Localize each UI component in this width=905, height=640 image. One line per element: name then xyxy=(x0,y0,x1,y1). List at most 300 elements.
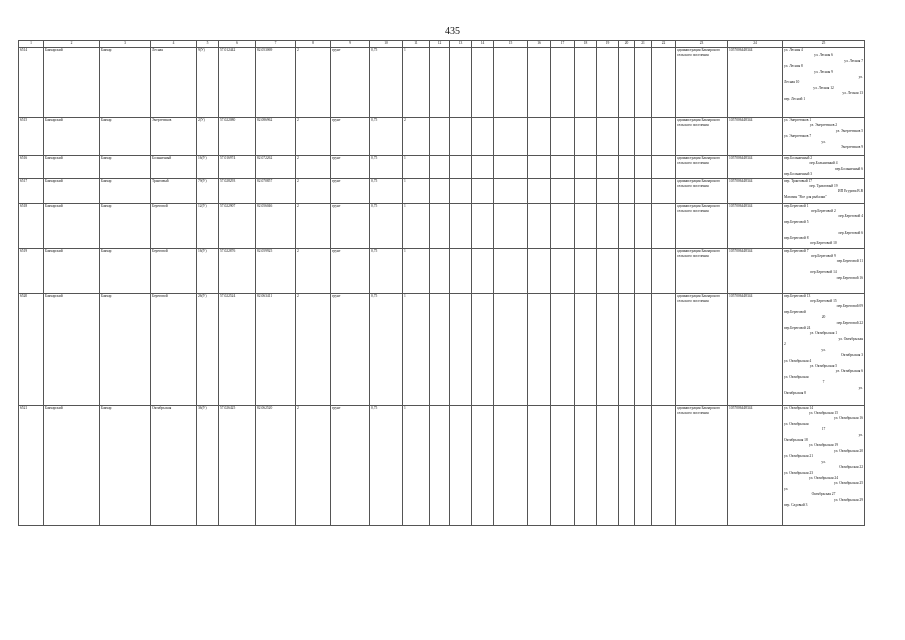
column-header-14: 14 xyxy=(472,41,494,48)
address-line: пер.Береговой 7 xyxy=(784,248,809,253)
cell-col-23: администрация Бакчарского сельского поселения xyxy=(676,156,728,179)
cell-col-15 xyxy=(494,405,528,525)
cell-col-22 xyxy=(652,405,676,525)
address-line: Октябрьская 18 xyxy=(784,438,808,443)
address-line: пер.Береговой 22 xyxy=(836,320,863,325)
cell-col-7: 82.059925 xyxy=(256,248,296,293)
cell-col-10: 0,75 xyxy=(370,405,403,525)
cell-col-3: Бакчар xyxy=(100,293,151,405)
cell-col-22 xyxy=(652,178,676,203)
cell-col-1: 6517 xyxy=(19,178,44,203)
column-header-24: 24 xyxy=(728,41,783,48)
cell-col-20 xyxy=(619,118,635,156)
cell-col-14 xyxy=(472,48,494,118)
cell-col-11: 1 xyxy=(403,405,430,525)
column-header-16: 16 xyxy=(528,41,551,48)
cell-col-7: 82.062520 xyxy=(256,405,296,525)
address-line: 2 xyxy=(784,342,786,347)
column-header-10: 10 xyxy=(370,41,403,48)
cell-col-2: Бакчарский xyxy=(44,156,100,179)
cell-col-12 xyxy=(430,48,450,118)
cell-col-19 xyxy=(597,405,619,525)
cell-col-13 xyxy=(450,248,472,293)
cell-col-18 xyxy=(575,293,597,405)
cell-col-8: 2 xyxy=(296,48,331,118)
address-line: ул. Лесная 6 xyxy=(814,53,833,58)
served-addresses xyxy=(783,156,865,179)
cell-col-7: 82.063411 xyxy=(256,293,296,405)
address-line: ул. Октябрьская 25 xyxy=(834,481,863,486)
cell-col-16 xyxy=(528,405,551,525)
cell-col-17 xyxy=(551,48,575,118)
cell-col-4: Береговой xyxy=(151,293,197,405)
address-line: пер. Трактовый 17 xyxy=(784,178,813,183)
address-line: ул. xyxy=(858,432,863,437)
cell-col-21 xyxy=(635,118,652,156)
column-header-17: 17 xyxy=(551,41,575,48)
cell-col-11: 1 xyxy=(403,293,430,405)
address-line: ул. Октябрьская 20 xyxy=(834,448,863,453)
address-line: ул. Октябрьская 19 xyxy=(809,443,838,448)
cell-col-1: 6520 xyxy=(19,293,44,405)
address-line: ИП Егурова В.В xyxy=(838,189,863,194)
served-addresses xyxy=(783,203,865,248)
cell-col-9: грунт xyxy=(331,405,370,525)
cell-col-17 xyxy=(551,203,575,248)
address-line: ул. Лесная 13 xyxy=(842,91,863,96)
cell-col-23: администрация Бакчарского сельского поселения xyxy=(676,118,728,156)
cell-col-18 xyxy=(575,48,597,118)
column-header-11: 11 xyxy=(403,41,430,48)
cell-col-22 xyxy=(652,156,676,179)
cell-col-17 xyxy=(551,178,575,203)
address-line: пер.Береговой 24 xyxy=(784,326,811,331)
address-line: Октябрьская 8 xyxy=(784,390,806,395)
cell-col-5: 36(У) xyxy=(197,405,219,525)
cell-col-22 xyxy=(652,118,676,156)
cell-col-8: 2 xyxy=(296,156,331,179)
address-line: пер.Береговой 1 xyxy=(784,203,809,208)
address-line: пер. Лесной 1 xyxy=(784,96,806,101)
cell-col-5: 2(У) xyxy=(197,118,219,156)
cell-col-24: 1057006448344 xyxy=(728,203,783,248)
cell-col-2: Бакчарский xyxy=(44,118,100,156)
column-header-23: 23 xyxy=(676,41,728,48)
cell-col-10: 0,75 xyxy=(370,178,403,203)
column-header-21: 21 xyxy=(635,41,652,48)
address-line: ул. xyxy=(821,459,826,464)
address-line: пер.Больничный 3 xyxy=(784,172,813,177)
cell-col-24: 1057006448344 xyxy=(728,405,783,525)
address-line: пер.Береговой 8 xyxy=(784,236,809,241)
cell-col-17 xyxy=(551,293,575,405)
cell-col-12 xyxy=(430,118,450,156)
cell-col-4: Трактовый xyxy=(151,178,197,203)
registry-table xyxy=(18,40,865,526)
cell-col-18 xyxy=(575,203,597,248)
cell-col-21 xyxy=(635,293,652,405)
cell-col-3: Бакчар xyxy=(100,248,151,293)
cell-col-8: 2 xyxy=(296,178,331,203)
table-row xyxy=(19,293,865,405)
cell-col-22 xyxy=(652,48,676,118)
cell-col-1: 6516 xyxy=(19,156,44,179)
cell-col-2: Бакчарский xyxy=(44,203,100,248)
cell-col-19 xyxy=(597,156,619,179)
address-line: ул. Октябрьская 4 xyxy=(784,358,812,363)
cell-col-9: грунт xyxy=(331,203,370,248)
cell-col-11: 1 xyxy=(403,178,430,203)
cell-col-15 xyxy=(494,248,528,293)
cell-col-1: 6519 xyxy=(19,248,44,293)
address-line: ул. Лесная 8 xyxy=(784,64,803,69)
header-row xyxy=(19,41,865,48)
cell-col-7: 82.070857 xyxy=(256,178,296,203)
address-line: Октябрьская 22 xyxy=(839,465,863,470)
cell-col-23: администрация Бакчарского сельского поселения xyxy=(676,293,728,405)
table-row xyxy=(19,118,865,156)
cell-col-22 xyxy=(652,248,676,293)
cell-col-21 xyxy=(635,178,652,203)
address-line: пер. Садовый 3 xyxy=(784,502,808,507)
address-line: ул. Лесная 12 xyxy=(813,85,834,90)
cell-col-6: 57.022907 xyxy=(219,203,256,248)
cell-col-22 xyxy=(652,293,676,405)
cell-col-19 xyxy=(597,48,619,118)
cell-col-7: 82.072262 xyxy=(256,156,296,179)
served-addresses xyxy=(783,248,865,293)
cell-col-20 xyxy=(619,248,635,293)
cell-col-24: 1057006448344 xyxy=(728,118,783,156)
cell-col-1: 6514 xyxy=(19,48,44,118)
cell-col-10: 0,75 xyxy=(370,156,403,179)
cell-col-1: 6515 xyxy=(19,118,44,156)
column-header-25: 25 xyxy=(783,41,865,48)
cell-col-11: 1 xyxy=(403,156,430,179)
cell-col-5: 12(У) xyxy=(197,203,219,248)
cell-col-18 xyxy=(575,178,597,203)
cell-col-24: 1057006448344 xyxy=(728,48,783,118)
cell-col-1: 6518 xyxy=(19,203,44,248)
address-line: ул. xyxy=(821,347,826,352)
column-header-12: 12 xyxy=(430,41,450,48)
column-header-20: 20 xyxy=(619,41,635,48)
cell-col-6: 57.028293 xyxy=(219,178,256,203)
cell-col-5: 16(У) xyxy=(197,156,219,179)
cell-col-10: 0,75 xyxy=(370,293,403,405)
cell-col-3: Бакчар xyxy=(100,118,151,156)
cell-col-6: 57.022524 xyxy=(219,293,256,405)
column-header-19: 19 xyxy=(597,41,619,48)
address-line: ул. Энергетиков 5 xyxy=(835,128,863,133)
cell-col-8: 2 xyxy=(296,248,331,293)
address-line: пер.Больничный 2 xyxy=(784,156,813,160)
cell-col-21 xyxy=(635,156,652,179)
served-addresses xyxy=(783,178,865,203)
cell-col-2: Бакчарский xyxy=(44,48,100,118)
cell-col-14 xyxy=(472,248,494,293)
address-line: ул. Октябрьская xyxy=(784,421,809,426)
cell-col-19 xyxy=(597,178,619,203)
cell-col-4: Лесная xyxy=(151,48,197,118)
cell-col-7: 82.086962 xyxy=(256,118,296,156)
cell-col-11: 1 xyxy=(403,248,430,293)
cell-col-13 xyxy=(450,178,472,203)
column-header-1: 1 xyxy=(19,41,44,48)
address-line: Энергетиков 9 xyxy=(841,145,863,150)
cell-col-6: 57.022876 xyxy=(219,248,256,293)
cell-col-6: 57.012442 xyxy=(219,48,256,118)
cell-col-4: Береговой xyxy=(151,203,197,248)
cell-col-13 xyxy=(450,203,472,248)
cell-col-1: 6521 xyxy=(19,405,44,525)
address-line: ул. Энергетиков 1 xyxy=(784,118,812,122)
address-line: Октябрьская 3 xyxy=(841,353,863,358)
address-line: ул. Октябрьская 15 xyxy=(809,411,838,416)
table-row xyxy=(19,178,865,203)
cell-col-16 xyxy=(528,178,551,203)
column-header-18: 18 xyxy=(575,41,597,48)
cell-col-15 xyxy=(494,203,528,248)
cell-col-23: администрация Бакчарского сельского поселения xyxy=(676,248,728,293)
address-line: ул. xyxy=(784,486,789,491)
served-addresses xyxy=(783,405,865,525)
address-line: пер.Береговой 09 xyxy=(836,304,863,309)
address-line: пер.Береговой 10 xyxy=(810,241,837,246)
cell-col-11: 1 xyxy=(403,203,430,248)
cell-col-19 xyxy=(597,293,619,405)
cell-col-18 xyxy=(575,156,597,179)
cell-col-8: 2 xyxy=(296,293,331,405)
address-line: пер.Береговой 13 xyxy=(784,293,811,298)
cell-col-24: 1057006448344 xyxy=(728,178,783,203)
column-header-2: 2 xyxy=(44,41,100,48)
address-line: пер.Береговой 15 xyxy=(810,299,837,304)
cell-col-24: 1057006448344 xyxy=(728,156,783,179)
cell-col-6: 57.022080 xyxy=(219,118,256,156)
cell-col-18 xyxy=(575,405,597,525)
cell-col-15 xyxy=(494,156,528,179)
served-addresses xyxy=(783,48,865,118)
cell-col-11: 1 xyxy=(403,48,430,118)
cell-col-15 xyxy=(494,118,528,156)
column-header-8: 8 xyxy=(296,41,331,48)
cell-col-9: грунт xyxy=(331,118,370,156)
cell-col-13 xyxy=(450,293,472,405)
cell-col-21 xyxy=(635,203,652,248)
cell-col-13 xyxy=(450,405,472,525)
cell-col-7: 82.056046 xyxy=(256,203,296,248)
cell-col-4: Октябрьская xyxy=(151,405,197,525)
address-line: пер.Береговой 5 xyxy=(784,219,809,224)
page-number: 435 xyxy=(445,26,460,37)
address-line: ул. xyxy=(858,385,863,390)
cell-col-18 xyxy=(575,118,597,156)
cell-col-20 xyxy=(619,156,635,179)
cell-col-9: грунт xyxy=(331,156,370,179)
cell-col-24: 1057006448344 xyxy=(728,293,783,405)
cell-col-2: Бакчарский xyxy=(44,248,100,293)
address-line: пер.Береговой 11 xyxy=(836,259,863,264)
address-line: ул. Октябрьская 16 xyxy=(834,416,863,421)
cell-col-23: администрация Бакчарского сельского поселения xyxy=(676,178,728,203)
address-line: пер.Больничный 4 xyxy=(809,161,838,166)
table-row xyxy=(19,156,865,179)
cell-col-17 xyxy=(551,156,575,179)
column-header-7: 7 xyxy=(256,41,296,48)
cell-col-8: 2 xyxy=(296,118,331,156)
cell-col-14 xyxy=(472,156,494,179)
address-line: ул. Лесная 4 xyxy=(784,48,803,52)
address-line: пер.Береговой 2 xyxy=(811,209,836,214)
served-addresses xyxy=(783,118,865,156)
cell-col-15 xyxy=(494,48,528,118)
cell-col-17 xyxy=(551,248,575,293)
cell-col-19 xyxy=(597,118,619,156)
address-line: ул. Октябрьская 29 xyxy=(834,497,863,502)
cell-col-2: Бакчарский xyxy=(44,178,100,203)
cell-col-3: Бакчар xyxy=(100,178,151,203)
address-line: ул. xyxy=(858,75,863,80)
cell-col-4: Береговой xyxy=(151,248,197,293)
column-header-4: 4 xyxy=(151,41,197,48)
cell-col-9: грунт xyxy=(331,293,370,405)
cell-col-13 xyxy=(450,118,472,156)
cell-col-9: грунт xyxy=(331,48,370,118)
address-line: ул. Октябрьская 6 xyxy=(835,369,863,374)
cell-col-20 xyxy=(619,48,635,118)
address-line: ул. Октябрьская 23 xyxy=(784,470,813,475)
cell-col-8: 2 xyxy=(296,203,331,248)
cell-col-11: 2 xyxy=(403,118,430,156)
cell-col-8: 2 xyxy=(296,405,331,525)
address-line: пер.Береговой 9 xyxy=(811,254,836,259)
cell-col-19 xyxy=(597,203,619,248)
cell-col-9: грунт xyxy=(331,178,370,203)
cell-col-16 xyxy=(528,156,551,179)
cell-col-15 xyxy=(494,178,528,203)
column-header-3: 3 xyxy=(100,41,151,48)
cell-col-9: грунт xyxy=(331,248,370,293)
cell-col-12 xyxy=(430,248,450,293)
address-line: пер.Береговой 4 xyxy=(838,214,863,219)
address-line: Магазин "Все для рыбалки" xyxy=(784,194,827,199)
cell-col-23: администрация Бакчарского сельского поселения xyxy=(676,203,728,248)
cell-col-14 xyxy=(472,203,494,248)
cell-col-10: 0,75 xyxy=(370,118,403,156)
address-line: ул. Октябрьская xyxy=(838,336,863,341)
cell-col-3: Бакчар xyxy=(100,405,151,525)
address-line: ул. Энергетиков 2 xyxy=(809,123,838,128)
cell-col-3: Бакчар xyxy=(100,48,151,118)
address-line: 17 xyxy=(821,427,826,432)
address-line: пер.Больничный 6 xyxy=(834,166,863,171)
cell-col-16 xyxy=(528,293,551,405)
cell-col-3: Бакчар xyxy=(100,156,151,179)
address-line: ул. Октябрьская 5 xyxy=(809,363,838,368)
cell-col-5: 26(У) xyxy=(197,293,219,405)
cell-col-16 xyxy=(528,203,551,248)
cell-col-6: 57.016974 xyxy=(219,156,256,179)
table-row xyxy=(19,405,865,525)
address-line: пер.Береговой xyxy=(784,309,806,314)
cell-col-16 xyxy=(528,248,551,293)
address-line: Лесная 10 xyxy=(784,80,800,85)
cell-col-4: Больничный xyxy=(151,156,197,179)
cell-col-2: Бакчарский xyxy=(44,293,100,405)
cell-col-13 xyxy=(450,48,472,118)
cell-col-17 xyxy=(551,118,575,156)
cell-col-21 xyxy=(635,48,652,118)
table-row xyxy=(19,248,865,293)
table-row xyxy=(19,48,865,118)
address-line: пер.Береговой 6 xyxy=(838,230,863,235)
address-line: ул. Октябрьская 14 xyxy=(784,405,813,410)
column-header-22: 22 xyxy=(652,41,676,48)
address-line: пер. Трактовый 19 xyxy=(809,184,838,189)
cell-col-12 xyxy=(430,405,450,525)
column-header-9: 9 xyxy=(331,41,370,48)
cell-col-20 xyxy=(619,293,635,405)
cell-col-10: 0,75 xyxy=(370,248,403,293)
cell-col-12 xyxy=(430,203,450,248)
cell-col-12 xyxy=(430,178,450,203)
cell-col-20 xyxy=(619,178,635,203)
address-line: пер.Береговой 14 xyxy=(810,270,837,275)
address-line: ул. Октябрьская xyxy=(784,374,809,379)
address-line: ул. Октябрьская 21 xyxy=(784,454,813,459)
cell-col-7: 82.053069 xyxy=(256,48,296,118)
cell-col-12 xyxy=(430,293,450,405)
cell-col-19 xyxy=(597,248,619,293)
cell-col-20 xyxy=(619,405,635,525)
address-line: ул. Лесная 9 xyxy=(814,69,833,74)
cell-col-13 xyxy=(450,156,472,179)
address-line: 20 xyxy=(821,315,826,320)
cell-col-10: 0,75 xyxy=(370,48,403,118)
cell-col-14 xyxy=(472,293,494,405)
address-line: ул. Октябрьская 24 xyxy=(809,475,838,480)
cell-col-2: Бакчарский xyxy=(44,405,100,525)
cell-col-14 xyxy=(472,178,494,203)
cell-col-20 xyxy=(619,203,635,248)
address-line: ул. Лесная 7 xyxy=(844,58,863,63)
address-line: ул. xyxy=(821,139,826,144)
column-header-15: 15 xyxy=(494,41,528,48)
table-row xyxy=(19,203,865,248)
cell-col-5: 79(У) xyxy=(197,178,219,203)
address-line: пер.Береговой 16 xyxy=(836,275,863,280)
cell-col-4: Энергетиков xyxy=(151,118,197,156)
cell-col-15 xyxy=(494,293,528,405)
column-header-13: 13 xyxy=(450,41,472,48)
cell-col-16 xyxy=(528,48,551,118)
served-addresses xyxy=(783,293,865,405)
cell-col-16 xyxy=(528,118,551,156)
address-line: ул. Энергетиков 7 xyxy=(784,134,812,139)
cell-col-5: 16(У) xyxy=(197,248,219,293)
cell-col-23: администрация Бакчарского сельского поселения xyxy=(676,405,728,525)
cell-col-17 xyxy=(551,405,575,525)
address-line: Октябрьская 27 xyxy=(811,492,836,497)
cell-col-12 xyxy=(430,156,450,179)
cell-col-14 xyxy=(472,118,494,156)
cell-col-22 xyxy=(652,203,676,248)
cell-col-21 xyxy=(635,248,652,293)
cell-col-24: 1057006448344 xyxy=(728,248,783,293)
cell-col-10: 0,75 xyxy=(370,203,403,248)
cell-col-3: Бакчар xyxy=(100,203,151,248)
